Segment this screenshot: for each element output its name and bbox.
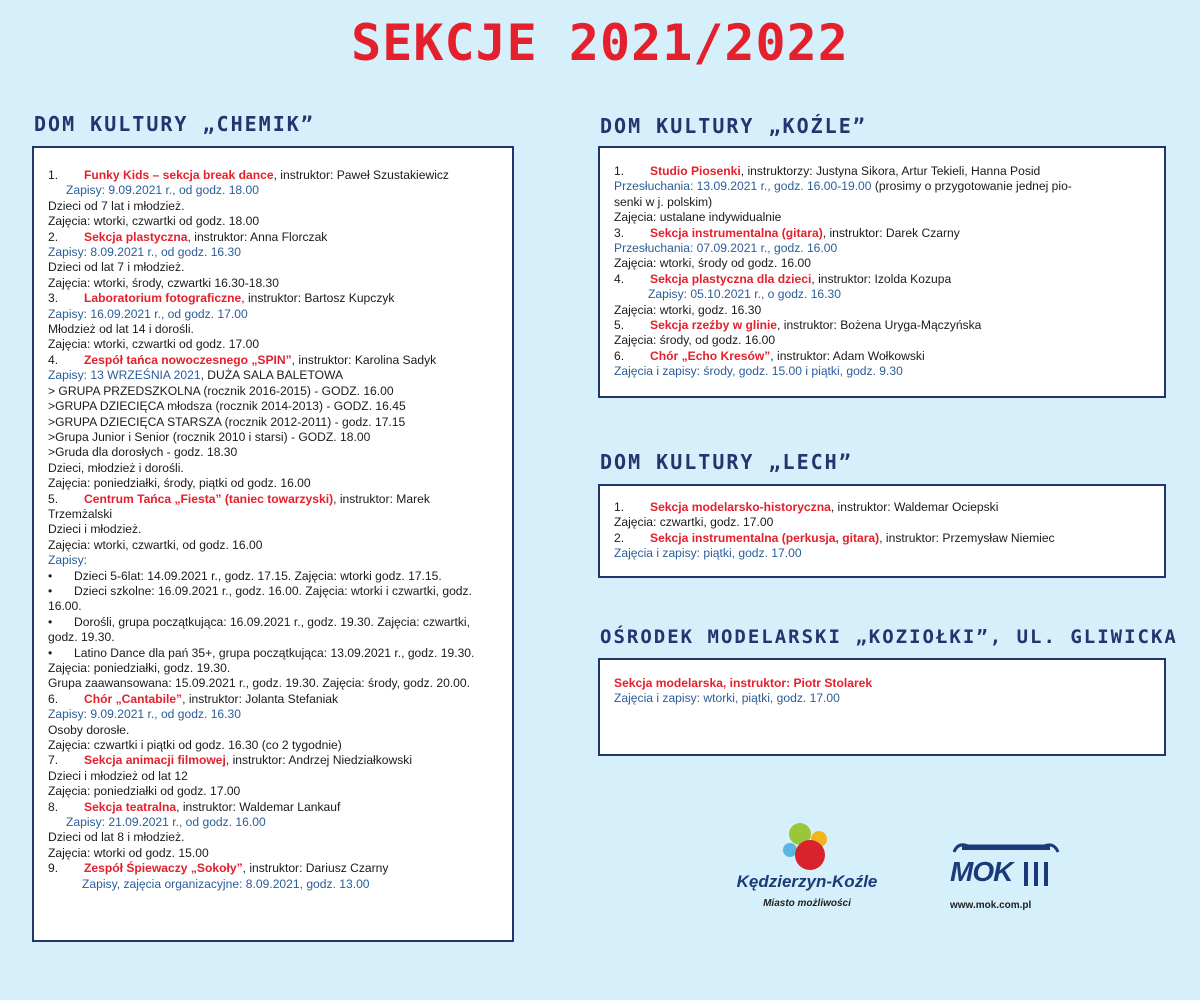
- list-item: 6. Chór „Echo Kresów”, instruktor: Adam Wołkowski: [614, 348, 925, 363]
- group-line: >Gruda dla dorosłych - godz. 18.30: [48, 445, 238, 460]
- koziolki-box: [598, 658, 1166, 756]
- info-line: senki w j. polskim): [614, 194, 713, 209]
- mok-logo-name: MOK: [950, 856, 1013, 887]
- city-logo-balls-icon: [724, 820, 890, 874]
- signup-line: Zapisy: 8.09.2021 r., od godz. 16.30: [48, 245, 241, 260]
- info-line: Zajęcia: wtorki, godz. 16.30: [614, 302, 762, 317]
- list-item: 8. Sekcja teatralna, instruktor: Waldemar Lankauf: [48, 799, 341, 814]
- list-item: 1. Funky Kids – sekcja break dance, instruktor: Paweł Szustakiewicz: [48, 168, 449, 182]
- list-item: 5. Centrum Tańca „Fiesta” (taniec towarzyski), instruktor: Marek: [48, 491, 430, 506]
- list-item: 3. Sekcja instrumentalna (gitara), instruktor: Darek Czarny: [614, 225, 960, 240]
- section-heading-kozle: DOM KULTURY „KOŹLE”: [600, 114, 867, 138]
- info-line: Zajęcia: wtorki, środy od godz. 16.00: [614, 256, 811, 271]
- signup-line: Przesłuchania: 07.09.2021 r., godz. 16.00: [614, 241, 838, 256]
- page-title: SEKCJE 2021/2022: [351, 14, 849, 72]
- city-logo-tagline: Miasto możliwości: [763, 898, 851, 909]
- list-item: 5. Sekcja rzeźby w glinie, instruktor: Bożena Uryga-Mączyńska: [614, 318, 982, 333]
- info-line: Dzieci od 7 lat i młodzież.: [48, 198, 185, 213]
- lech-box: [598, 484, 1166, 578]
- info-line: Zajęcia: czwartki i piątki od godz. 16.30 (co 2 tygodnie): [48, 738, 342, 753]
- city-logo: [724, 820, 890, 920]
- info-line: Dzieci i młodzież.: [48, 522, 142, 537]
- info-line: Zajęcia: wtorki od godz. 15.00: [48, 845, 209, 860]
- signup-line: Zapisy, zajęcia organizacyjne: 8.09.2021, godz. 13.00: [82, 876, 370, 891]
- signup-line: Zapisy: 05.10.2021 r., o godz. 16.30: [648, 287, 841, 302]
- bullet-item: • Dorośli, grupa początkująca: 16.09.2021 r., godz. 19.30. Zajęcia: czwartki, godz. 19.30.: [48, 614, 470, 645]
- section-heading-chemik: DOM KULTURY „CHEMIK”: [34, 112, 315, 136]
- info-line: Dzieci od lat 7 i młodzież.: [48, 260, 185, 275]
- list-item: Sekcja modelarska, instruktor: Piotr Stolarek: [614, 676, 873, 690]
- list-item: 2. Sekcja plastyczna, instruktor: Anna Florczak: [48, 229, 328, 244]
- info-line: Zajęcia: wtorki, czwartki, od godz. 16.00: [48, 537, 263, 552]
- list-item: 7. Sekcja animacji filmowej, instruktor: Andrzej Niedziałkowski: [48, 753, 413, 768]
- group-line: > GRUPA PRZEDSZKOLNA (rocznik 2016-2015) - GODZ. 16.00: [48, 383, 394, 398]
- group-line: >Grupa Junior i Senior (rocznik 2010 i starsi) - GODZ. 18.00: [48, 429, 371, 444]
- info-line: Dzieci i młodzież od lat 12: [48, 768, 188, 783]
- list-item: 4. Sekcja plastyczna dla dzieci, instruktor: Izolda Kozupa: [614, 271, 952, 286]
- info-line: Zajęcia: wtorki, czwartki od godz. 17.00: [48, 337, 260, 352]
- info-line: Zajęcia: czwartki, godz. 17.00: [614, 515, 774, 530]
- list-item: 1. Sekcja modelarsko-historyczna, instruktor: Waldemar Ociepski: [614, 500, 999, 514]
- info-line: Zajęcia: poniedziałki od godz. 17.00: [48, 784, 241, 799]
- list-item: 4. Zespół tańca nowoczesnego „SPIN”, instruktor: Karolina Sadyk: [48, 352, 437, 367]
- list-item: 9. Zespół Śpiewaczy „Sokoły”, instruktor: Dariusz Czarny: [48, 861, 389, 876]
- signup-line: Zapisy: 9.09.2021 r., od godz. 16.30: [48, 707, 241, 722]
- info-line: Osoby dorosłe.: [48, 722, 130, 737]
- section-heading-lech: DOM KULTURY „LECH”: [600, 450, 853, 474]
- chemik-box: [32, 146, 514, 942]
- group-line: >GRUPA DZIECIĘCA STARSZA (rocznik 2012-2011) - godz. 17.15: [48, 414, 406, 429]
- info-line: Dzieci, młodzież i dorośli.: [48, 460, 184, 475]
- info-line: Zajęcia: wtorki, czwartki od godz. 18.00: [48, 214, 260, 229]
- list-item: 1. Studio Piosenki, instruktorzy: Justyna Sikora, Artur Tekieli, Hanna Posid: [614, 164, 1041, 178]
- list-item: 3. Laboratorium fotograficzne, instruktor: Bartosz Kupczyk: [48, 291, 395, 306]
- kozle-box: [598, 146, 1166, 398]
- city-logo-name: Kędzierzyn-Koźle: [736, 872, 878, 891]
- info-line: Zajęcia: wtorki, środy, czwartki 16.30-18.30: [48, 275, 279, 290]
- bullet-item: • Dzieci 5-6lat: 14.09.2021 r., godz. 17.15. Zajęcia: wtorki godz. 17.15.: [48, 568, 442, 583]
- signup-line: Zapisy:: [48, 553, 87, 568]
- signup-line: Zajęcia i zapisy: środy, godz. 15.00 i piątki, godz. 9.30: [614, 364, 903, 379]
- signup-line: Przesłuchania: 13.09.2021 r., godz. 16.00-19.00 (prosimy o przygotowanie jednej pio-: [614, 179, 1072, 194]
- list-item: 6. Chór „Cantabile”, instruktor: Jolanta Stefaniak: [48, 691, 339, 706]
- info-line: Zajęcia: ustalane indywidualnie: [614, 210, 782, 225]
- info-line: Dzieci od lat 8 i młodzież.: [48, 830, 185, 845]
- info-line: Młodzież od lat 14 i dorośli.: [48, 322, 194, 337]
- signup-line: Zapisy: 21.09.2021 r., od godz. 16.00: [66, 815, 266, 830]
- signup-line: Zapisy: 16.09.2021 r., od godz. 17.00: [48, 306, 248, 321]
- info-line: Zajęcia: środy, od godz. 16.00: [614, 333, 776, 348]
- info-line: Trzemżalski: [48, 506, 113, 521]
- info-line: Grupa zaawansowana: 15.09.2021 r., godz. 19.30. Zajęcia: środy, godz. 20.00.: [48, 676, 470, 691]
- signup-line: Zapisy: 13 WRZEŚNIA 2021, DUŻA SALA BALETOWA: [48, 368, 344, 383]
- list-item: 2. Sekcja instrumentalna (perkusja, gitara), instruktor: Przemysław Niemiec: [614, 530, 1055, 545]
- bullet-item: • Latino Dance dla pań 35+, grupa początkująca: 13.09.2021 r., godz. 19.30. Zajęcia: poniedziałki, godz. 19.30.: [48, 645, 475, 675]
- mok-logo: [944, 838, 1064, 918]
- signup-line: Zajęcia i zapisy: wtorki, piątki, godz. 17.00: [614, 691, 840, 706]
- signup-line: Zapisy: 9.09.2021 r., od godz. 18.00: [66, 183, 259, 198]
- group-line: >GRUPA DZIECIĘCA młodsza (rocznik 2014-2013) - GODZ. 16.45: [48, 399, 406, 414]
- signup-line: Zajęcia i zapisy: piątki, godz. 17.00: [614, 546, 802, 561]
- section-heading-koziolki: OŚRODEK MODELARSKI „KOZIOŁKI”, UL. GLIWICKA: [600, 626, 1178, 648]
- mok-website: www.mok.com.pl: [950, 900, 1032, 911]
- column-icon: [1020, 860, 1060, 890]
- bullet-item: • Dzieci szkolne: 16.09.2021 r., godz. 16.00. Zajęcia: wtorki i czwartki, godz. 16.00.: [48, 583, 472, 614]
- info-line: Zajęcia: poniedziałki, środy, piątki od godz. 16.00: [48, 476, 311, 491]
